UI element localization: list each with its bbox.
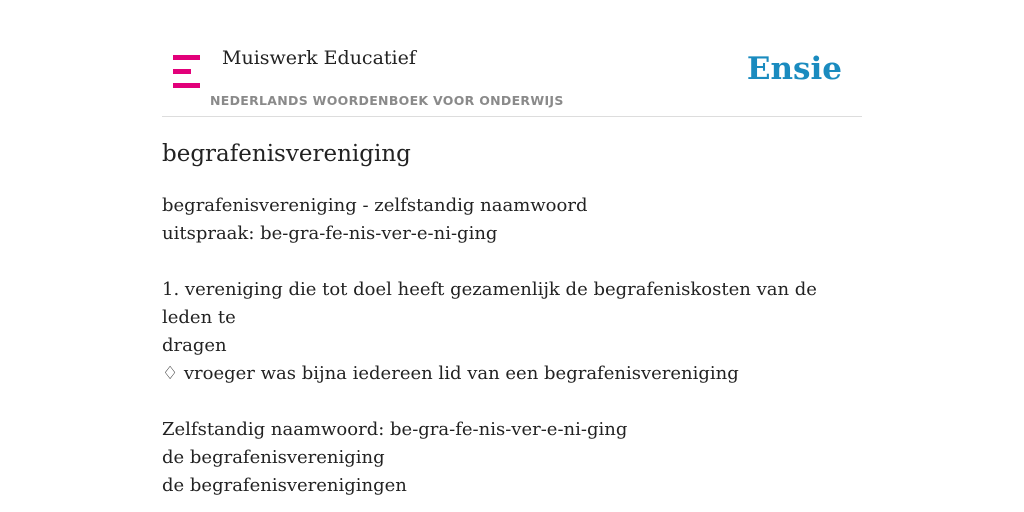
muiswerk-logo-icon[interactable]: [173, 55, 200, 88]
site-header: [162, 0, 862, 117]
headword-line: begrafenisvereniging - zelfstandig naamwoord: [162, 195, 588, 216]
definition-1-line-2: dragen: [162, 335, 227, 356]
ensie-brand-logo[interactable]: Ensie: [746, 51, 842, 87]
blank-line: [162, 388, 862, 416]
pronunciation-line: uitspraak: be-gra-fe-nis-ver-e-ni-ging: [162, 223, 498, 244]
publisher-name[interactable]: Muiswerk Educatief: [222, 47, 416, 69]
logo-bar-top: [173, 55, 200, 60]
entry-body: [162, 192, 862, 500]
entry-title: begrafenisvereniging: [162, 141, 411, 167]
logo-bar-middle: [173, 69, 191, 74]
page-container: [162, 0, 862, 512]
grammar-line: Zelfstandig naamwoord: be-gra-fe-nis-ver-e-ni-ging: [162, 419, 628, 440]
definition-1-line-1: 1. vereniging die tot doel heeft gezamenlijk de begrafeniskosten van de leden te: [162, 279, 817, 328]
plural-form: de begrafenisverenigingen: [162, 475, 407, 496]
blank-line: [162, 248, 862, 276]
logo-bar-bottom: [173, 83, 200, 88]
singular-form: de begrafenisvereniging: [162, 447, 385, 468]
dictionary-tagline: NEDERLANDS WOORDENBOEK VOOR ONDERWIJS: [210, 93, 564, 108]
example-1: ♢ vroeger was bijna iedereen lid van een begrafenisvereniging: [162, 363, 739, 384]
